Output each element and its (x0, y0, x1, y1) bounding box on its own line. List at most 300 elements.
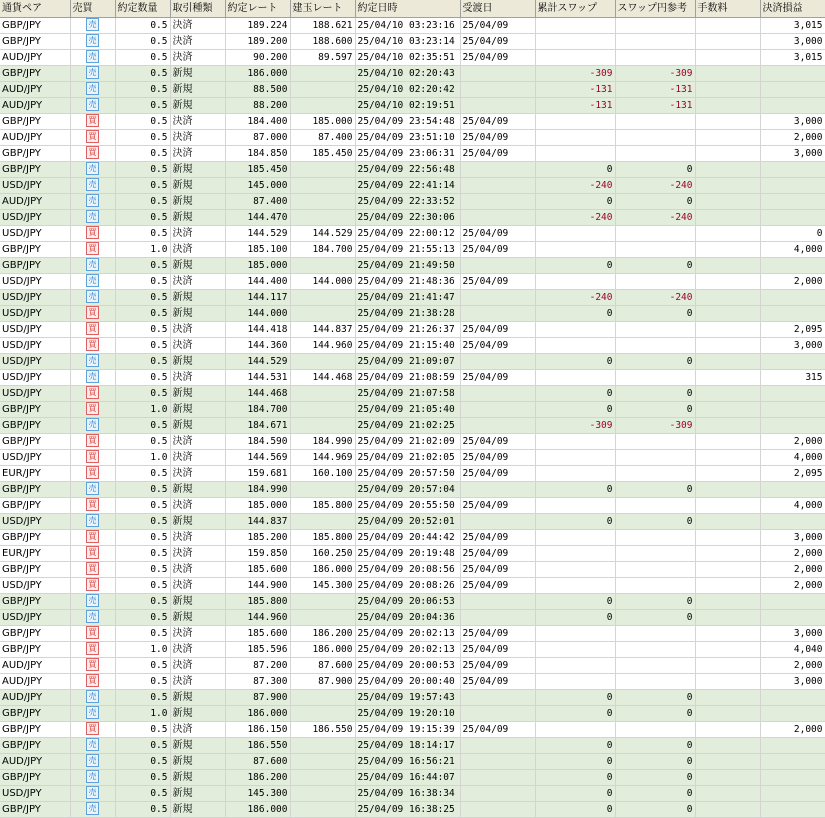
cell-qty: 0.5 (115, 561, 170, 577)
cell-pair: GBP/JPY (0, 401, 70, 417)
cell-settle-date (460, 705, 535, 721)
cell-datetime: 25/04/09 20:08:26 (355, 577, 460, 593)
cell-rate: 186.000 (225, 65, 290, 81)
side-badge: 売 (86, 274, 99, 287)
cell-settle-date (460, 401, 535, 417)
cell-pl (760, 193, 825, 209)
cell-type: 決済 (170, 673, 225, 689)
table-row[interactable] (0, 225, 825, 241)
side-badge: 売 (86, 482, 99, 495)
table-row[interactable] (0, 273, 825, 289)
table-row[interactable] (0, 561, 825, 577)
table-row[interactable] (0, 257, 825, 273)
cell-type: 決済 (170, 641, 225, 657)
cell-pl: 4,000 (760, 241, 825, 257)
cell-type: 決済 (170, 225, 225, 241)
cell-open-rate: 188.621 (290, 17, 355, 33)
cell-open-rate: 186.200 (290, 625, 355, 641)
cell-swap (535, 561, 615, 577)
cell-swap (535, 433, 615, 449)
table-row[interactable] (0, 721, 825, 737)
cell-datetime: 25/04/10 03:23:14 (355, 33, 460, 49)
cell-fee (695, 529, 760, 545)
cell-side (70, 609, 115, 625)
cell-type: 決済 (170, 529, 225, 545)
col-header-swap[interactable]: 累計スワップ (535, 0, 615, 17)
cell-qty: 0.5 (115, 737, 170, 753)
col-header-qty[interactable]: 約定数量 (115, 0, 170, 17)
cell-settle-date (460, 753, 535, 769)
cell-type: 決済 (170, 545, 225, 561)
side-badge: 売 (86, 754, 99, 767)
cell-pl (760, 737, 825, 753)
table-row[interactable] (0, 337, 825, 353)
cell-qty: 0.5 (115, 529, 170, 545)
table-row[interactable] (0, 369, 825, 385)
cell-qty: 0.5 (115, 33, 170, 49)
table-row[interactable] (0, 753, 825, 769)
cell-side (70, 481, 115, 497)
cell-qty: 0.5 (115, 625, 170, 641)
cell-rate: 87.900 (225, 689, 290, 705)
cell-qty: 0.5 (115, 49, 170, 65)
side-badge: 売 (86, 770, 99, 783)
col-header-type[interactable]: 取引種類 (170, 0, 225, 17)
cell-open-rate (290, 481, 355, 497)
table-row[interactable] (0, 577, 825, 593)
cell-datetime: 25/04/09 16:44:07 (355, 769, 460, 785)
cell-open-rate: 87.900 (290, 673, 355, 689)
table-row[interactable] (0, 145, 825, 161)
cell-swap-ref: 0 (615, 257, 695, 273)
cell-swap (535, 129, 615, 145)
cell-rate: 185.100 (225, 241, 290, 257)
col-header-datetime[interactable]: 約定日時 (355, 0, 460, 17)
cell-type: 決済 (170, 241, 225, 257)
cell-settle-date (460, 289, 535, 305)
cell-fee (695, 561, 760, 577)
cell-settle-date (460, 593, 535, 609)
cell-type: 決済 (170, 577, 225, 593)
cell-rate: 184.400 (225, 113, 290, 129)
cell-fee (695, 609, 760, 625)
table-row[interactable] (0, 417, 825, 433)
table-row[interactable] (0, 129, 825, 145)
cell-pl (760, 353, 825, 369)
table-row[interactable] (0, 97, 825, 113)
cell-datetime: 25/04/09 16:38:25 (355, 801, 460, 817)
cell-rate: 185.000 (225, 257, 290, 273)
cell-qty: 0.5 (115, 161, 170, 177)
cell-side (70, 353, 115, 369)
cell-qty: 0.5 (115, 465, 170, 481)
cell-pl: 4,000 (760, 497, 825, 513)
table-row[interactable] (0, 513, 825, 529)
cell-fee (695, 401, 760, 417)
cell-qty: 0.5 (115, 657, 170, 673)
cell-qty: 0.5 (115, 97, 170, 113)
cell-pair: GBP/JPY (0, 641, 70, 657)
cell-swap-ref (615, 49, 695, 65)
table-row[interactable] (0, 769, 825, 785)
cell-open-rate (290, 209, 355, 225)
cell-pair: GBP/JPY (0, 113, 70, 129)
cell-pair: AUD/JPY (0, 129, 70, 145)
cell-side (70, 769, 115, 785)
cell-side (70, 289, 115, 305)
cell-pair: AUD/JPY (0, 97, 70, 113)
cell-open-rate (290, 65, 355, 81)
cell-type: 決済 (170, 273, 225, 289)
cell-pair: USD/JPY (0, 209, 70, 225)
cell-settle-date: 25/04/09 (460, 225, 535, 241)
cell-settle-date: 25/04/09 (460, 49, 535, 65)
table-row[interactable] (0, 33, 825, 49)
cell-swap-ref: 0 (615, 385, 695, 401)
side-badge: 売 (86, 802, 99, 815)
cell-swap: 0 (535, 785, 615, 801)
cell-rate: 185.600 (225, 561, 290, 577)
cell-qty: 0.5 (115, 353, 170, 369)
table-row[interactable] (0, 161, 825, 177)
cell-settle-date: 25/04/09 (460, 433, 535, 449)
side-badge: 買 (86, 322, 99, 335)
cell-swap: 0 (535, 705, 615, 721)
cell-side (70, 545, 115, 561)
cell-type: 新規 (170, 385, 225, 401)
cell-swap-ref: 0 (615, 353, 695, 369)
table-row[interactable] (0, 593, 825, 609)
cell-qty: 0.5 (115, 257, 170, 273)
cell-fee (695, 769, 760, 785)
col-header-rate[interactable]: 約定レート (225, 0, 290, 17)
cell-rate: 87.400 (225, 193, 290, 209)
side-badge: 買 (86, 226, 99, 239)
cell-datetime: 25/04/09 21:26:37 (355, 321, 460, 337)
cell-swap-ref: -309 (615, 417, 695, 433)
cell-swap (535, 225, 615, 241)
cell-swap-ref (615, 129, 695, 145)
cell-type: 新規 (170, 481, 225, 497)
table-row[interactable] (0, 449, 825, 465)
cell-settle-date (460, 353, 535, 369)
cell-fee (695, 129, 760, 145)
table-row[interactable] (0, 385, 825, 401)
cell-pair: GBP/JPY (0, 433, 70, 449)
cell-rate: 186.150 (225, 721, 290, 737)
side-badge: 売 (86, 18, 99, 31)
cell-side (70, 81, 115, 97)
col-header-fee[interactable]: 手数料 (695, 0, 760, 17)
cell-settle-date (460, 737, 535, 753)
cell-rate: 144.529 (225, 353, 290, 369)
cell-fee (695, 113, 760, 129)
cell-side (70, 369, 115, 385)
side-badge: 売 (86, 290, 99, 303)
cell-rate: 184.990 (225, 481, 290, 497)
table-row[interactable] (0, 481, 825, 497)
side-badge: 買 (86, 578, 99, 591)
cell-swap (535, 673, 615, 689)
table-row[interactable] (0, 705, 825, 721)
cell-datetime: 25/04/10 02:20:42 (355, 81, 460, 97)
table-row[interactable] (0, 193, 825, 209)
table-row[interactable] (0, 529, 825, 545)
cell-pair: EUR/JPY (0, 545, 70, 561)
cell-swap (535, 145, 615, 161)
cell-datetime: 25/04/09 21:08:59 (355, 369, 460, 385)
cell-pl: 3,000 (760, 673, 825, 689)
cell-open-rate (290, 753, 355, 769)
cell-fee (695, 625, 760, 641)
cell-pair: GBP/JPY (0, 625, 70, 641)
cell-swap-ref (615, 369, 695, 385)
side-badge: 売 (86, 418, 99, 431)
cell-swap: 0 (535, 609, 615, 625)
cell-swap-ref: 0 (615, 481, 695, 497)
table-row[interactable] (0, 305, 825, 321)
table-row[interactable] (0, 625, 825, 641)
cell-settle-date: 25/04/09 (460, 113, 535, 129)
cell-pair: USD/JPY (0, 785, 70, 801)
cell-fee (695, 145, 760, 161)
cell-pair: USD/JPY (0, 513, 70, 529)
cell-fee (695, 369, 760, 385)
cell-fee (695, 433, 760, 449)
cell-pl: 2,000 (760, 545, 825, 561)
cell-open-rate (290, 785, 355, 801)
cell-rate: 144.360 (225, 337, 290, 353)
table-row[interactable] (0, 209, 825, 225)
cell-pair: GBP/JPY (0, 737, 70, 753)
cell-rate: 185.200 (225, 529, 290, 545)
cell-side (70, 657, 115, 673)
cell-side (70, 337, 115, 353)
table-row[interactable] (0, 353, 825, 369)
side-badge: 売 (86, 594, 99, 607)
col-header-pl[interactable]: 決済損益 (760, 0, 825, 17)
cell-open-rate: 144.969 (290, 449, 355, 465)
cell-fee (695, 337, 760, 353)
cell-fee (695, 513, 760, 529)
col-header-open-rate[interactable]: 建玉レート (290, 0, 355, 17)
cell-swap (535, 641, 615, 657)
cell-swap: 0 (535, 737, 615, 753)
table-row[interactable] (0, 321, 825, 337)
cell-pair: GBP/JPY (0, 481, 70, 497)
cell-rate: 144.400 (225, 273, 290, 289)
cell-datetime: 25/04/09 22:00:12 (355, 225, 460, 241)
cell-datetime: 25/04/09 20:44:42 (355, 529, 460, 545)
cell-datetime: 25/04/09 21:09:07 (355, 353, 460, 369)
cell-swap (535, 721, 615, 737)
side-badge: 買 (86, 546, 99, 559)
cell-rate: 145.000 (225, 177, 290, 193)
table-row[interactable] (0, 465, 825, 481)
cell-rate: 144.529 (225, 225, 290, 241)
cell-fee (695, 81, 760, 97)
cell-type: 決済 (170, 129, 225, 145)
table-row[interactable] (0, 785, 825, 801)
cell-fee (695, 193, 760, 209)
cell-rate: 185.596 (225, 641, 290, 657)
cell-swap-ref (615, 577, 695, 593)
side-badge: 売 (86, 210, 99, 223)
table-row[interactable] (0, 49, 825, 65)
cell-qty: 0.5 (115, 129, 170, 145)
cell-settle-date (460, 81, 535, 97)
cell-pl: 3,000 (760, 625, 825, 641)
cell-open-rate: 144.529 (290, 225, 355, 241)
cell-pl: 2,095 (760, 465, 825, 481)
cell-pair: USD/JPY (0, 337, 70, 353)
cell-pair: GBP/JPY (0, 801, 70, 817)
cell-open-rate (290, 81, 355, 97)
cell-rate: 90.200 (225, 49, 290, 65)
cell-pair: USD/JPY (0, 177, 70, 193)
cell-swap (535, 17, 615, 33)
cell-fee (695, 593, 760, 609)
cell-rate: 185.600 (225, 625, 290, 641)
cell-type: 決済 (170, 145, 225, 161)
cell-side (70, 801, 115, 817)
table-row[interactable] (0, 401, 825, 417)
side-badge: 買 (86, 306, 99, 319)
cell-datetime: 25/04/09 19:20:10 (355, 705, 460, 721)
cell-pair: EUR/JPY (0, 465, 70, 481)
cell-pair: GBP/JPY (0, 705, 70, 721)
cell-datetime: 25/04/09 20:08:56 (355, 561, 460, 577)
table-row[interactable] (0, 241, 825, 257)
cell-swap (535, 625, 615, 641)
cell-pl: 4,000 (760, 449, 825, 465)
table-row[interactable] (0, 641, 825, 657)
table-row[interactable] (0, 177, 825, 193)
cell-type: 新規 (170, 513, 225, 529)
cell-datetime: 25/04/09 21:41:47 (355, 289, 460, 305)
table-row[interactable] (0, 289, 825, 305)
cell-pl (760, 609, 825, 625)
table-row[interactable] (0, 81, 825, 97)
cell-swap (535, 577, 615, 593)
cell-rate: 186.000 (225, 705, 290, 721)
cell-settle-date: 25/04/09 (460, 641, 535, 657)
cell-type: 決済 (170, 433, 225, 449)
table-row[interactable] (0, 801, 825, 817)
table-row[interactable] (0, 737, 825, 753)
cell-rate: 87.200 (225, 657, 290, 673)
cell-side (70, 177, 115, 193)
col-header-pair[interactable]: 通貨ペア (0, 0, 70, 17)
cell-datetime: 25/04/09 20:52:01 (355, 513, 460, 529)
cell-rate: 88.200 (225, 97, 290, 113)
col-header-settle-date[interactable]: 受渡日 (460, 0, 535, 17)
cell-datetime: 25/04/09 16:38:34 (355, 785, 460, 801)
cell-swap: 0 (535, 481, 615, 497)
cell-fee (695, 257, 760, 273)
cell-open-rate: 87.400 (290, 129, 355, 145)
cell-rate: 185.800 (225, 593, 290, 609)
cell-side (70, 161, 115, 177)
cell-pair: USD/JPY (0, 273, 70, 289)
cell-type: 新規 (170, 609, 225, 625)
cell-pair: AUD/JPY (0, 193, 70, 209)
cell-datetime: 25/04/09 21:48:36 (355, 273, 460, 289)
cell-swap: -240 (535, 289, 615, 305)
cell-rate: 186.000 (225, 801, 290, 817)
cell-fee (695, 577, 760, 593)
table-row[interactable] (0, 17, 825, 33)
cell-settle-date: 25/04/09 (460, 577, 535, 593)
table-row[interactable] (0, 113, 825, 129)
side-badge: 売 (86, 178, 99, 191)
table-row[interactable] (0, 545, 825, 561)
cell-qty: 1.0 (115, 449, 170, 465)
cell-settle-date (460, 193, 535, 209)
cell-settle-date: 25/04/09 (460, 337, 535, 353)
cell-side (70, 193, 115, 209)
table-row[interactable] (0, 433, 825, 449)
cell-swap-ref (615, 321, 695, 337)
table-row[interactable] (0, 609, 825, 625)
cell-qty: 0.5 (115, 209, 170, 225)
cell-settle-date: 25/04/09 (460, 145, 535, 161)
cell-rate: 184.671 (225, 417, 290, 433)
cell-fee (695, 241, 760, 257)
table-row[interactable] (0, 497, 825, 513)
cell-type: 決済 (170, 721, 225, 737)
table-row[interactable] (0, 689, 825, 705)
cell-rate: 185.450 (225, 161, 290, 177)
cell-rate: 144.468 (225, 385, 290, 401)
cell-pair: GBP/JPY (0, 241, 70, 257)
cell-open-rate (290, 801, 355, 817)
cell-side (70, 241, 115, 257)
table-row[interactable] (0, 65, 825, 81)
cell-type: 新規 (170, 401, 225, 417)
cell-datetime: 25/04/09 20:57:04 (355, 481, 460, 497)
cell-swap: 0 (535, 305, 615, 321)
cell-settle-date (460, 385, 535, 401)
cell-open-rate (290, 257, 355, 273)
cell-open-rate: 188.600 (290, 33, 355, 49)
col-header-side[interactable]: 売買 (70, 0, 115, 17)
cell-fee (695, 497, 760, 513)
cell-swap-ref (615, 145, 695, 161)
cell-open-rate (290, 689, 355, 705)
cell-pair: USD/JPY (0, 353, 70, 369)
cell-rate: 159.681 (225, 465, 290, 481)
cell-swap: -240 (535, 209, 615, 225)
cell-swap-ref (615, 113, 695, 129)
cell-rate: 184.850 (225, 145, 290, 161)
table-row[interactable] (0, 657, 825, 673)
cell-qty: 0.5 (115, 305, 170, 321)
cell-datetime: 25/04/09 21:49:50 (355, 257, 460, 273)
cell-datetime: 25/04/09 20:55:50 (355, 497, 460, 513)
side-badge: 買 (86, 146, 99, 159)
cell-swap-ref (615, 465, 695, 481)
cell-qty: 0.5 (115, 177, 170, 193)
cell-open-rate (290, 177, 355, 193)
col-header-swap-ref[interactable]: スワップ円参考 (615, 0, 695, 17)
table-row[interactable] (0, 673, 825, 689)
cell-swap-ref (615, 337, 695, 353)
cell-fee (695, 721, 760, 737)
cell-pair: GBP/JPY (0, 497, 70, 513)
cell-side (70, 273, 115, 289)
side-badge: 売 (86, 50, 99, 63)
